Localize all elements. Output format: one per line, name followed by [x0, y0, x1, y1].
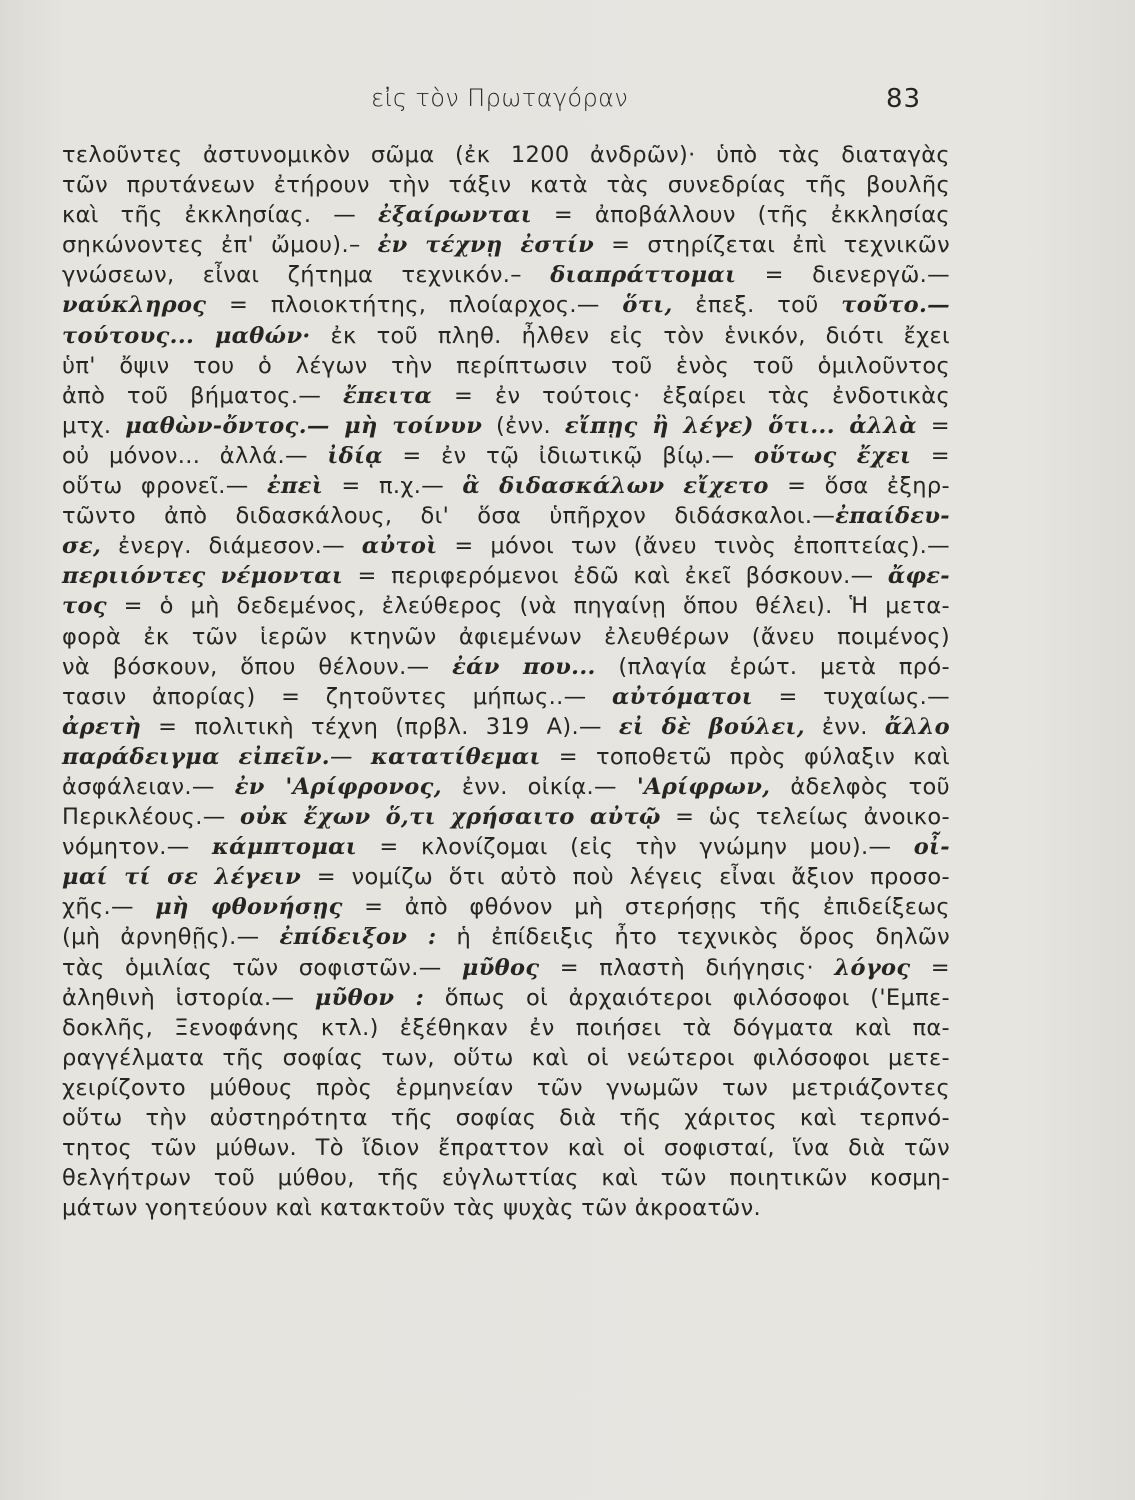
- running-head: εἰς τὸν Πρωταγόραν: [371, 84, 629, 112]
- gloss-text: ἀσφάλειαν.—: [62, 773, 235, 800]
- text-line: [62, 260, 950, 290]
- lemma-term: 'Αρίφρων,: [636, 773, 771, 800]
- gloss-text: = ὡς τελείως ἀνοικο-: [660, 804, 950, 831]
- lemma-term: ἄλλο: [884, 713, 950, 740]
- lemma-term: ἐξαίρωνται: [377, 202, 532, 229]
- text-line: [62, 561, 950, 591]
- text-line: [62, 170, 950, 200]
- gloss-text: ἐνεργ. διάμεσον.—: [101, 533, 362, 560]
- commentary-text: [62, 140, 950, 1223]
- gloss-text: ὑπ' ὄψιν του ὁ λέγων τὴν περίπτωσιν τοῦ ἑνὸς τοῦ ὁμιλοῦντος: [62, 352, 950, 379]
- lemma-term: διαπράττομαι: [550, 262, 737, 289]
- text-line: [62, 1133, 950, 1163]
- text-line: [62, 501, 950, 531]
- gloss-text: = κλονίζομαι (εἰς τὴν γνώμην μου).—: [357, 834, 914, 861]
- gloss-text: τελοῦντες ἀστυνομικὸν σῶμα (ἐκ 1200 ἀνδρῶν)· ὑπὸ τὰς διαταγὰς: [62, 142, 950, 168]
- lemma-term: κάμπτομαι: [211, 834, 358, 861]
- text-line: [62, 321, 950, 351]
- lemma-term: εἴπῃς ἢ λέγε) ὅτι... ἀλλὰ: [564, 412, 917, 439]
- lemma-term: μαί τί σε λέγειν: [62, 864, 302, 891]
- gloss-text: = πλαστὴ διήγησις·: [539, 954, 835, 981]
- text-line: [62, 290, 950, 320]
- text-line: [62, 742, 950, 772]
- text-line: [62, 772, 950, 802]
- text-line: [62, 953, 950, 983]
- text-line: [62, 351, 950, 381]
- gloss-text: =: [916, 412, 950, 439]
- gloss-text: = μόνοι των (ἄνευ τινὸς ἐποπτείας).—: [437, 533, 950, 560]
- gloss-text: = τυχαίως.—: [753, 683, 950, 710]
- gloss-text: νόμητον.—: [62, 834, 212, 861]
- gloss-text: χειρίζοντο μύθους πρὸς ἑρμηνείαν τῶν γνωμῶν των μετριάζοντες: [62, 1074, 950, 1101]
- lemma-term: οὕτως ἔχει: [753, 442, 912, 469]
- lemma-term: τος: [62, 593, 107, 620]
- gloss-text: = ἐν τῷ ἰδιωτικῷ βίῳ.—: [382, 442, 754, 469]
- gloss-text: = πλοιοκτήτης, πλοίαρχος.—: [206, 292, 623, 319]
- lemma-term: μῦθος: [461, 954, 540, 981]
- lemma-term: μαθὼν-ὄντος.— μὴ τοίνυν: [125, 412, 483, 439]
- gloss-text: = τοποθετῶ πρὸς φύλαξιν καὶ: [540, 743, 950, 770]
- text-line: [62, 712, 950, 742]
- lemma-term: οὐκ ἔχων ὅ,τι χρήσαιτο αὐτῷ: [239, 804, 661, 831]
- lemma-term: ἃ διδασκάλων εἴχετο: [462, 473, 769, 500]
- gloss-text: ἀπὸ τοῦ βήματος.—: [62, 382, 343, 409]
- gloss-text: = ἀπὸ φθόνον μὴ στερήσῃς τῆς ἐπιδείξεως: [342, 894, 950, 921]
- gloss-text: = νομίζω ὅτι αὐτὸ ποὺ λέγεις εἶναι ἄξιον προσο-: [301, 864, 950, 891]
- lemma-term: εἰ δὲ βούλει,: [618, 713, 805, 740]
- text-line: [62, 230, 950, 260]
- text-line: [62, 1073, 950, 1103]
- lemma-term: οἶ-: [913, 834, 950, 861]
- gloss-text: ἐκ τοῦ πληθ. ἦλθεν εἰς τὸν ἑνικόν, διότι ἔχει: [310, 322, 950, 349]
- gloss-text: τητος τῶν μύθων. Τὸ ἴδιον ἔπραττον καὶ οἱ σοφισταί, ἵνα διὰ τῶν: [62, 1135, 950, 1162]
- text-line: [62, 591, 950, 621]
- gloss-text: = στηρίζεται ἐπὶ τεχνικῶν: [594, 232, 950, 259]
- text-line: [62, 862, 950, 892]
- gloss-text: = ἀποβάλλουν (τῆς ἐκκλησίας: [532, 202, 950, 229]
- gloss-text: (πλαγία ἐρώτ. μετὰ πρό-: [595, 653, 950, 680]
- text-line: [62, 1043, 950, 1073]
- gloss-text: ἐνν. οἰκίᾳ.—: [441, 773, 637, 800]
- lemma-term: ἐπεὶ: [266, 473, 324, 500]
- gloss-text: σηκώνοντες ἐπ' ὤμου).–: [62, 232, 378, 259]
- gloss-text: = ὅσα ἐξηρ-: [768, 473, 950, 500]
- gloss-text: μάτων γοητεύουν καὶ κατακτοῦν τὰς ψυχὰς τῶν ἀκροατῶν.: [62, 1195, 761, 1222]
- page-header: [0, 84, 1135, 118]
- lemma-term: ὅτι,: [622, 292, 673, 319]
- lemma-term: αὐτόματοι: [611, 683, 754, 710]
- text-line: [62, 381, 950, 411]
- gloss-text: = πολιτικὴ τέχνη (πρβλ. 319 Α).—: [141, 713, 619, 740]
- gloss-text: μτχ.: [62, 412, 126, 439]
- gloss-text: = διενεργῶ.—: [736, 262, 950, 289]
- gloss-text: = περιφερόμενοι ἐδῶ καὶ ἐκεῖ βόσκουν.—: [343, 563, 888, 590]
- gloss-text: χῆς.—: [62, 894, 156, 921]
- gloss-text: ἐπεξ. τοῦ: [672, 292, 842, 319]
- text-line: [62, 1103, 950, 1133]
- text-line: [62, 892, 950, 922]
- gloss-text: τασιν ἀπορίας) = ζητοῦντες μήπως..—: [62, 683, 612, 710]
- page-number: 83: [886, 84, 922, 114]
- gloss-text: ἡ ἐπίδειξις ἦτο τεχνικὸς ὅρος δηλῶν: [436, 924, 951, 951]
- lemma-term: λόγος: [834, 954, 911, 981]
- lemma-term: σε,: [62, 533, 102, 560]
- lemma-term: περιιόντες νέμονται: [62, 563, 344, 590]
- lemma-term: ἐν 'Αρίφρονος,: [234, 773, 442, 800]
- gloss-text: = ἐν τούτοις· ἐξαίρει τὰς ἐνδοτικὰς: [432, 382, 950, 409]
- gloss-text: δοκλῆς, Ξενοφάνης κτλ.) ἐξέθηκαν ἐν ποιήσει τὰ δόγματα καὶ πα-: [62, 1014, 950, 1041]
- gloss-text: = π.χ.—: [323, 473, 463, 500]
- text-line: [62, 1193, 950, 1223]
- lemma-term: ἀρετὴ: [62, 713, 142, 740]
- gloss-text: =: [911, 442, 950, 469]
- text-line: [62, 471, 950, 501]
- text-line: [62, 802, 950, 832]
- gloss-text: οὕτω φρονεῖ.—: [62, 473, 267, 500]
- lemma-term: ἐν τέχνῃ ἐστίν: [377, 232, 595, 259]
- gloss-text: τῶν πρυτάνεων ἐτήρουν τὴν τάξιν κατὰ τὰς συνεδρίας τῆς βουλῆς: [62, 172, 950, 199]
- text-line: [62, 832, 950, 862]
- lemma-term: κατατίθεμαι: [370, 743, 541, 770]
- gloss-text: καὶ τῆς ἐκκλησίας. —: [62, 202, 378, 229]
- text-line: [62, 1013, 950, 1043]
- text-line: [62, 1163, 950, 1193]
- gloss-text: θελγήτρων τοῦ μύθου, τῆς εὐγλωττίας καὶ τῶν ποιητικῶν κοσμη-: [62, 1165, 950, 1192]
- text-line: [62, 140, 950, 170]
- text-line: [62, 441, 950, 471]
- lemma-term: μῦθον :: [314, 984, 425, 1011]
- text-line: [62, 411, 950, 441]
- gloss-text: ἀληθινὴ ἱστορία.—: [62, 984, 315, 1011]
- lemma-term: ἰδίᾳ: [327, 442, 383, 469]
- gloss-text: ραγγέλματα τῆς σοφίας των, οὕτω καὶ οἱ νεώτεροι φιλόσοφοι μετε-: [62, 1044, 950, 1071]
- lemma-term: τούτους... μαθών·: [62, 322, 311, 349]
- gloss-text: ὅπως οἱ ἀρχαιότεροι φιλόσοφοι ('Εμπε-: [424, 984, 950, 1011]
- gloss-text: (ἐνν.: [482, 412, 565, 439]
- gloss-text: ἀδελφὸς τοῦ: [770, 773, 950, 800]
- gloss-text: γνώσεων, εἶναι ζήτημα τεχνικόν.–: [62, 262, 551, 289]
- text-line: [62, 200, 950, 230]
- gloss-text: —: [329, 743, 371, 770]
- gloss-text: Περικλέους.—: [62, 804, 240, 831]
- gloss-text: φορὰ ἐκ τῶν ἱερῶν κτηνῶν ἀφιεμένων ἐλευθέρων (ἄνευ ποιμένος): [62, 623, 950, 650]
- text-line: [62, 983, 950, 1013]
- text-line: [62, 682, 950, 712]
- lemma-term: μὴ φθονήσῃς: [155, 894, 343, 921]
- gloss-text: τῶντο ἀπὸ διδασκάλους, δι' ὅσα ὑπῆρχον διδάσκαλοι.—: [62, 503, 836, 530]
- text-line: [62, 652, 950, 682]
- text-line: [62, 922, 950, 952]
- gloss-text: =: [910, 954, 950, 981]
- gloss-text: οὕτω τὴν αὐστηρότητα τῆς σοφίας διὰ τῆς χάριτος καὶ τερπνό-: [62, 1105, 950, 1131]
- lemma-term: αὐτοὶ: [361, 533, 438, 560]
- lemma-term: ἐπαίδευ-: [835, 503, 950, 530]
- lemma-term: ἐπίδειξον :: [279, 924, 437, 951]
- gloss-text: νὰ βόσκουν, ὅπου θέλουν.—: [62, 653, 453, 680]
- lemma-term: ἐάν που...: [452, 653, 596, 680]
- lemma-term: ναύκληρος: [62, 292, 207, 319]
- text-line: [62, 622, 950, 652]
- gloss-text: = ὁ μὴ δεδεμένος, ἐλεύθερος (νὰ πηγαίνῃ ὅπου θέλει). Ἡ μετα-: [106, 593, 950, 620]
- lemma-term: τοῦτο.—: [841, 292, 950, 319]
- gloss-text: οὐ μόνον... ἀλλά.—: [62, 442, 328, 469]
- gloss-text: (μὴ ἀρνηθῇς).—: [62, 924, 280, 951]
- lemma-term: παράδειγμα εἰπεῖν.: [62, 743, 330, 770]
- lemma-term: ἄφε-: [887, 563, 950, 590]
- text-line: [62, 531, 950, 561]
- gloss-text: τὰς ὁμιλίας τῶν σοφιστῶν.—: [62, 954, 462, 981]
- gloss-text: ἐνν.: [804, 713, 885, 740]
- lemma-term: ἔπειτα: [342, 382, 433, 409]
